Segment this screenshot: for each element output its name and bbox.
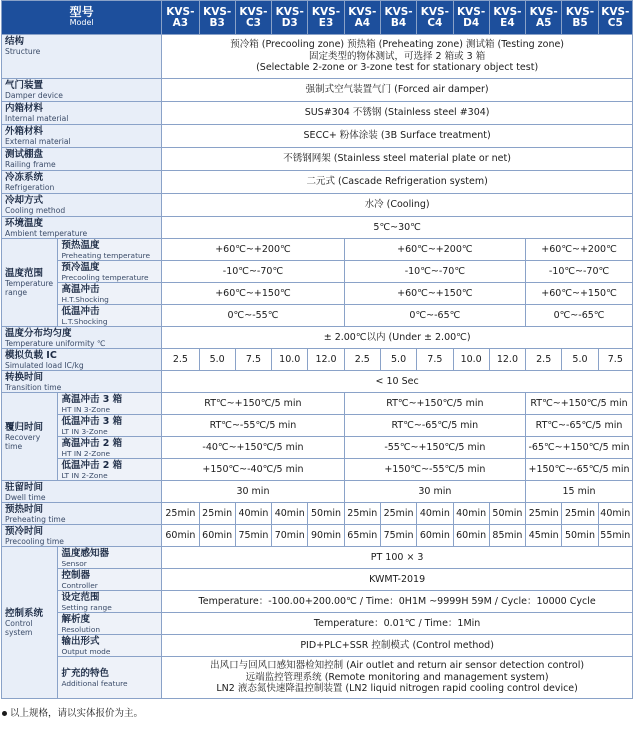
value-cell: 10.0 — [453, 349, 489, 371]
value-cell: 2.5 — [344, 349, 380, 371]
value-cell: 25min — [562, 503, 598, 525]
model-col: KVS- C5 — [598, 1, 632, 35]
label-simulated-load: 模拟负载 IC Simulated load IC/kg — [2, 349, 162, 371]
row-additional-feature — [2, 657, 633, 699]
label-precooling-temperature: 预冷温度 Precooling temperature — [58, 261, 162, 283]
row-preheating-temperature — [2, 239, 633, 261]
value-cell: -65℃~+150℃/5 min — [526, 437, 633, 459]
label-cooling-method: 冷却方式 Cooling method — [2, 194, 162, 217]
value-cell: 25min — [162, 503, 199, 525]
label-preheating-temperature: 预热温度 Preheating temperature — [58, 239, 162, 261]
group-control-system: 控制系统 Control system — [2, 547, 58, 699]
value-cell: 12.0 — [489, 349, 525, 371]
value-cell: -10℃~-70℃ — [162, 261, 344, 283]
value-cell: RT℃~-65℃/5 min — [344, 415, 525, 437]
row-controller — [2, 569, 633, 591]
label-lt-shocking: 低温冲击 L.T.Shocking — [58, 305, 162, 327]
value-cell: 70min — [272, 525, 308, 547]
row-ht-shocking — [2, 283, 633, 305]
row-setting-range — [2, 591, 633, 613]
value-cell: +60℃~+200℃ — [162, 239, 344, 261]
value-cell: 60min — [162, 525, 199, 547]
value-internal-material: SUS#304 不锈钢 (Stainless steel #304) — [162, 102, 633, 125]
model-col: KVS- D4 — [453, 1, 489, 35]
value-cell: 90min — [308, 525, 344, 547]
row-recovery-lt-3zone — [2, 415, 633, 437]
label-recovery-ht-3zone: 高温冲击 3 箱 HT IN 3-Zone — [58, 393, 162, 415]
label-transition-time: 转换时间 Transition time — [2, 371, 162, 393]
label-dwell-time: 驻留时间 Dwell time — [2, 481, 162, 503]
value-cell: +60℃~+150℃ — [344, 283, 525, 305]
row-ambient-temperature — [2, 217, 633, 239]
value-cell: 50min — [562, 525, 598, 547]
value-cell: -10℃~-70℃ — [344, 261, 525, 283]
value-controller: KWMT-2019 — [162, 569, 633, 591]
value-cell: -10℃~-70℃ — [526, 261, 633, 283]
label-recovery-ht-2zone: 高温冲击 2 箱 HT IN 2-Zone — [58, 437, 162, 459]
row-recovery-ht-3zone — [2, 393, 633, 415]
value-cell: 5.0 — [562, 349, 598, 371]
label-setting-range: 设定范围 Setting range — [58, 591, 162, 613]
value-cell: +60℃~+200℃ — [526, 239, 633, 261]
spec-table — [1, 0, 633, 699]
value-cell: +60℃~+200℃ — [344, 239, 525, 261]
group-temperature-range: 温度范围 Temperature range — [2, 239, 58, 327]
value-cell: +150℃~-65℃/5 min — [526, 459, 633, 481]
model-col: KVS- E4 — [489, 1, 525, 35]
row-damper — [2, 79, 633, 102]
value-cell: 50min — [308, 503, 344, 525]
value-cell: 25min — [526, 503, 562, 525]
value-cell: 40min — [272, 503, 308, 525]
value-cell: 25min — [199, 503, 235, 525]
group-recovery-time: 覆归时间 Recovery time — [2, 393, 58, 481]
value-cell: 25min — [344, 503, 380, 525]
label-ambient-temperature: 环境温度 Ambient temperature — [2, 217, 162, 239]
value-cell: 40min — [453, 503, 489, 525]
value-cell: 40min — [598, 503, 632, 525]
value-ambient-temperature: 5℃~30℃ — [162, 217, 633, 239]
row-internal-material — [2, 102, 633, 125]
label-external-material: 外箱材料 External material — [2, 125, 162, 148]
value-cell: 65min — [344, 525, 380, 547]
value-cell: 40min — [235, 503, 271, 525]
value-cell: 40min — [417, 503, 453, 525]
value-sensor: PT 100 × 3 — [162, 547, 633, 569]
value-cell: 10.0 — [272, 349, 308, 371]
model-col: KVS- B5 — [562, 1, 598, 35]
value-additional-feature: 出风口与回风口感知器检知控制 (Air outlet and return air sensor detection control) 远端监控管理系统 (Remote monitoring and management system) LN2 液态氮快速降温控制装置 (LN2 liquid nitrogen rapid cooling control device) — [162, 657, 633, 699]
value-cell: 60min — [199, 525, 235, 547]
model-col: KVS- D3 — [272, 1, 308, 35]
model-col: KVS- C3 — [235, 1, 271, 35]
row-sensor — [2, 547, 633, 569]
value-setting-range: Temperature：-100.00+200.00℃ / Time：0H1M ~9999H 59M / Cycle：10000 Cycle — [162, 591, 633, 613]
label-temperature-uniformity: 温度分布均匀度 Temperature uniformity ℃ — [2, 327, 162, 349]
model-col: KVS- B3 — [199, 1, 235, 35]
value-cell: 55min — [598, 525, 632, 547]
value-cell: RT℃~-55℃/5 min — [162, 415, 344, 437]
label-output-mode: 输出形式 Output mode — [58, 635, 162, 657]
value-cell: +150℃~-55℃/5 min — [344, 459, 525, 481]
label-preheating-time: 预热时间 Preheating time — [2, 503, 162, 525]
label-resolution: 解析度 Resolution — [58, 613, 162, 635]
row-preheating-time — [2, 503, 633, 525]
row-railing-frame — [2, 148, 633, 171]
value-cell: 30 min — [162, 481, 344, 503]
value-cell: 2.5 — [526, 349, 562, 371]
model-header: 型号 Model — [2, 1, 162, 35]
label-recovery-lt-2zone: 低温冲击 2 箱 LT IN 2-Zone — [58, 459, 162, 481]
value-cell: 85min — [489, 525, 525, 547]
value-cell: 0℃~-65℃ — [344, 305, 525, 327]
model-col: KVS- C4 — [417, 1, 453, 35]
row-output-mode — [2, 635, 633, 657]
label-sensor: 温度感知器 Sensor — [58, 547, 162, 569]
value-cell: -40℃~+150℃/5 min — [162, 437, 344, 459]
value-cell: +150℃~-40℃/5 min — [162, 459, 344, 481]
row-simulated-load — [2, 349, 633, 371]
value-cell: RT℃~-65℃/5 min — [526, 415, 633, 437]
row-precooling-temperature — [2, 261, 633, 283]
value-cell: 5.0 — [199, 349, 235, 371]
value-cell: 2.5 — [162, 349, 199, 371]
row-recovery-lt-2zone — [2, 459, 633, 481]
value-cell: 75min — [380, 525, 416, 547]
label-refrigeration: 冷冻系统 Refrigeration — [2, 171, 162, 194]
label-additional-feature: 扩充的特色 Additional feature — [58, 657, 162, 699]
row-structure — [2, 35, 633, 79]
value-cell: 45min — [526, 525, 562, 547]
value-cell: 50min — [489, 503, 525, 525]
model-col: KVS- E3 — [308, 1, 344, 35]
row-external-material — [2, 125, 633, 148]
value-temperature-uniformity: ± 2.00℃以内 (Under ± 2.00℃) — [162, 327, 633, 349]
value-output-mode: PID+PLC+SSR 控制模式 (Control method) — [162, 635, 633, 657]
value-cell: 0℃~-55℃ — [162, 305, 344, 327]
label-damper: 气门装置 Damper device — [2, 79, 162, 102]
row-lt-shocking — [2, 305, 633, 327]
value-cell: 5.0 — [380, 349, 416, 371]
value-cell: 30 min — [344, 481, 525, 503]
row-transition-time — [2, 371, 633, 393]
value-cell: -55℃~+150℃/5 min — [344, 437, 525, 459]
row-resolution — [2, 613, 633, 635]
value-cell: +60℃~+150℃ — [162, 283, 344, 305]
label-controller: 控制器 Controller — [58, 569, 162, 591]
value-structure: 预冷箱 (Precooling zone) 预热箱 (Preheating zone) 测试箱 (Testing zone) 固定类型的物体测试，可选择 2 箱或 3 箱 (Selectable 2-zone or 3-zone test for stationary object test) — [162, 35, 633, 79]
value-cell: RT℃~+150℃/5 min — [344, 393, 525, 415]
value-cell: 7.5 — [417, 349, 453, 371]
row-dwell-time — [2, 481, 633, 503]
value-cooling-method: 水冷 (Cooling) — [162, 194, 633, 217]
row-precooling-time — [2, 525, 633, 547]
value-external-material: SECC+ 粉体涂装 (3B Surface treatment) — [162, 125, 633, 148]
label-internal-material: 内箱材料 Internal material — [2, 102, 162, 125]
label-precooling-time: 预冷时间 Precooling time — [2, 525, 162, 547]
value-railing-frame: 不锈钢网架 (Stainless steel material plate or net) — [162, 148, 633, 171]
value-cell: 15 min — [526, 481, 633, 503]
value-cell: 60min — [453, 525, 489, 547]
value-damper: 强制式空气装置气门 (Forced air damper) — [162, 79, 633, 102]
value-cell: RT℃~+150℃/5 min — [526, 393, 633, 415]
footnote: 以上规格，请以实体报价为主。 — [1, 705, 633, 719]
bullet-icon — [2, 711, 7, 716]
value-cell: 12.0 — [308, 349, 344, 371]
header-row — [2, 1, 633, 35]
value-cell: 0℃~-65℃ — [526, 305, 633, 327]
label-recovery-lt-3zone: 低温冲击 3 箱 LT IN 3-Zone — [58, 415, 162, 437]
value-cell: RT℃~+150℃/5 min — [162, 393, 344, 415]
spec-sheet — [1, 0, 633, 719]
label-ht-shocking: 高温冲击 H.T.Shocking — [58, 283, 162, 305]
value-cell: 25min — [380, 503, 416, 525]
value-resolution: Temperature：0.01℃ / Time：1Min — [162, 613, 633, 635]
value-cell: 7.5 — [235, 349, 271, 371]
label-structure: 结构 Structure — [2, 35, 162, 79]
value-cell: 60min — [417, 525, 453, 547]
value-refrigeration: 二元式 (Cascade Refrigeration system) — [162, 171, 633, 194]
row-cooling-method — [2, 194, 633, 217]
value-transition-time: < 10 Sec — [162, 371, 633, 393]
row-recovery-ht-2zone — [2, 437, 633, 459]
model-col: KVS- A3 — [162, 1, 199, 35]
value-cell: 7.5 — [598, 349, 632, 371]
model-col: KVS- B4 — [380, 1, 416, 35]
value-cell: 75min — [235, 525, 271, 547]
label-railing-frame: 测试棚盘 Railing frame — [2, 148, 162, 171]
value-cell: +60℃~+150℃ — [526, 283, 633, 305]
model-col: KVS- A5 — [526, 1, 562, 35]
row-refrigeration — [2, 171, 633, 194]
model-col: KVS- A4 — [344, 1, 380, 35]
row-temperature-uniformity — [2, 327, 633, 349]
